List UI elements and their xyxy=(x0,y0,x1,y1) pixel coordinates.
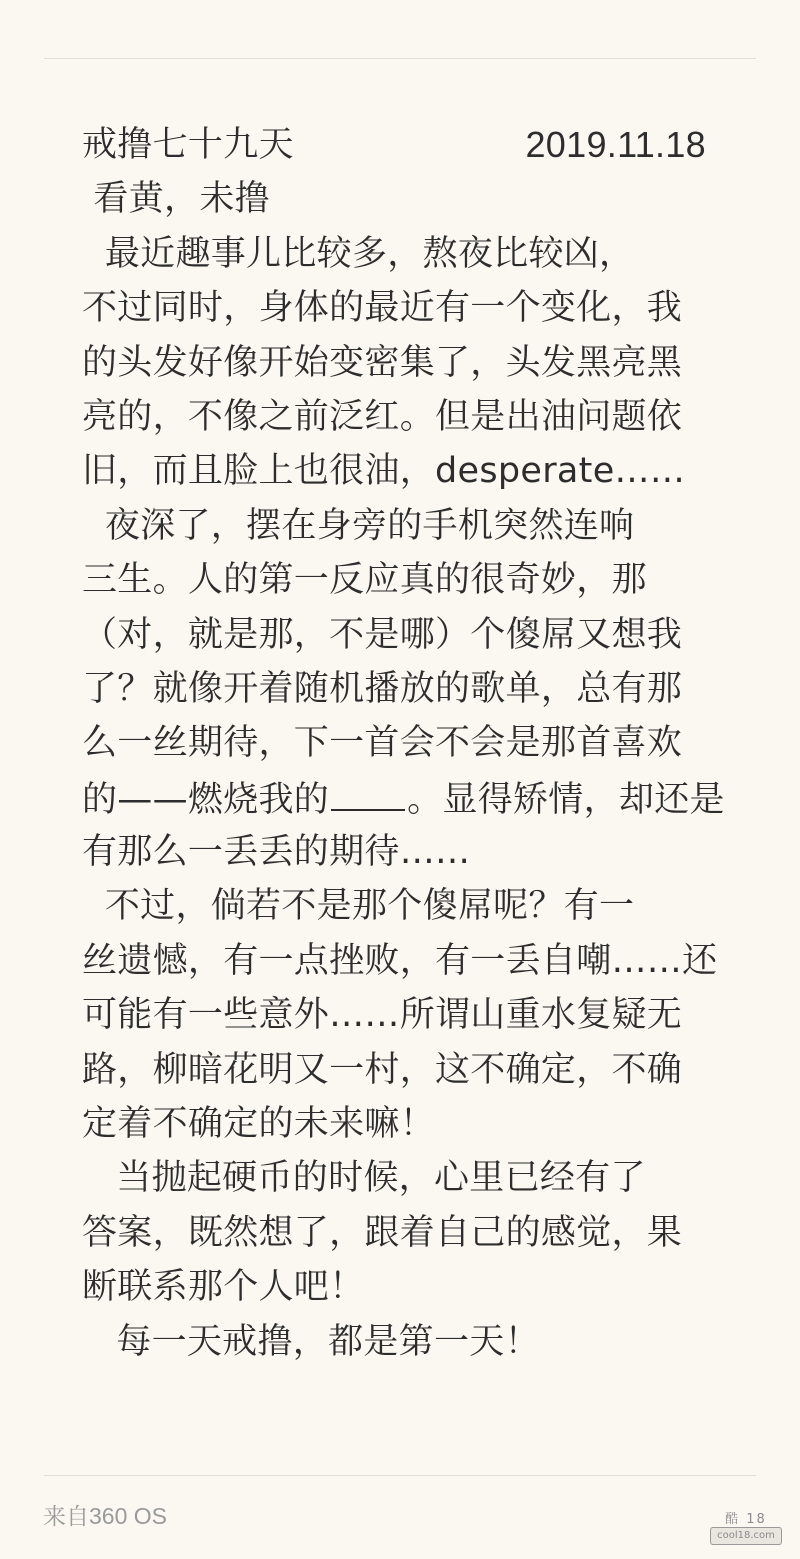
fill-in-blank xyxy=(331,771,405,811)
note-line: 有那么一丢丢的期待…… xyxy=(82,832,471,873)
note-line: 定着不确定的未来嘛！ xyxy=(82,1104,436,1145)
note-line: 么一丝期待，下一首会不会是那首喜欢 xyxy=(82,723,683,764)
watermark-mark: 酷 18 xyxy=(725,1512,767,1527)
note-date: 2019.11.18 xyxy=(525,124,706,165)
note-line: 亮的，不像之前泛红。但是出油问题依 xyxy=(82,396,683,437)
note-line: 当抛起硬币的时候，心里已经有了 xyxy=(82,1158,646,1199)
note-body xyxy=(82,118,725,1369)
note-line: 可能有一些意外……所谓山重水复疑无 xyxy=(82,995,683,1036)
note-line: 的头发好像开始变密集了，头发黑亮黑 xyxy=(82,342,683,383)
note-paragraphs-continued xyxy=(82,825,722,1369)
top-divider xyxy=(44,58,756,59)
note-line-with-blank xyxy=(82,771,725,825)
note-line: 不过同时，身体的最近有一个变化，我 xyxy=(82,288,683,329)
note-line: 三生。人的第一反应真的很奇妙，那 xyxy=(82,560,647,601)
note-paragraphs xyxy=(82,172,722,770)
note-line: 断联系那个人吧！ xyxy=(82,1267,365,1308)
note-line: 最近趣事儿比较多，熬夜比较凶， xyxy=(82,233,635,274)
note-line: 了？就像开着随机播放的歌单，总有那 xyxy=(82,668,683,709)
note-line: （对，就是那，不是哪）个傻屌又想我 xyxy=(82,614,683,655)
note-line: 旧，而且脸上也很油，desperate…… xyxy=(82,451,686,492)
site-watermark-logo xyxy=(710,1513,782,1553)
note-line: 夜深了，摆在身旁的手机突然连响 xyxy=(82,505,635,546)
note-header xyxy=(82,118,706,172)
note-line-text: 的——燃烧我的 xyxy=(82,779,330,820)
note-line: 答案，既然想了，跟着自己的感觉，果 xyxy=(82,1212,683,1253)
note-line-text: 。显得矫情，却还是 xyxy=(407,779,725,820)
bottom-divider xyxy=(44,1475,756,1476)
source-footer: 来自360 OS xyxy=(43,1503,167,1529)
note-line: 丝遗憾，有一点挫败，有一丢自嘲……还 xyxy=(82,940,718,981)
note-line: 路，柳暗花明又一村，这不确定，不确 xyxy=(82,1049,683,1090)
note-title: 戒撸七十九天 xyxy=(82,125,294,165)
note-line: 不过，倘若不是那个傻屌呢？有一 xyxy=(82,886,635,927)
note-line: 每一天戒撸，都是第一天！ xyxy=(82,1321,540,1362)
watermark-domain: cool18.com xyxy=(710,1527,782,1545)
note-line: 看黄，未撸 xyxy=(82,179,270,220)
